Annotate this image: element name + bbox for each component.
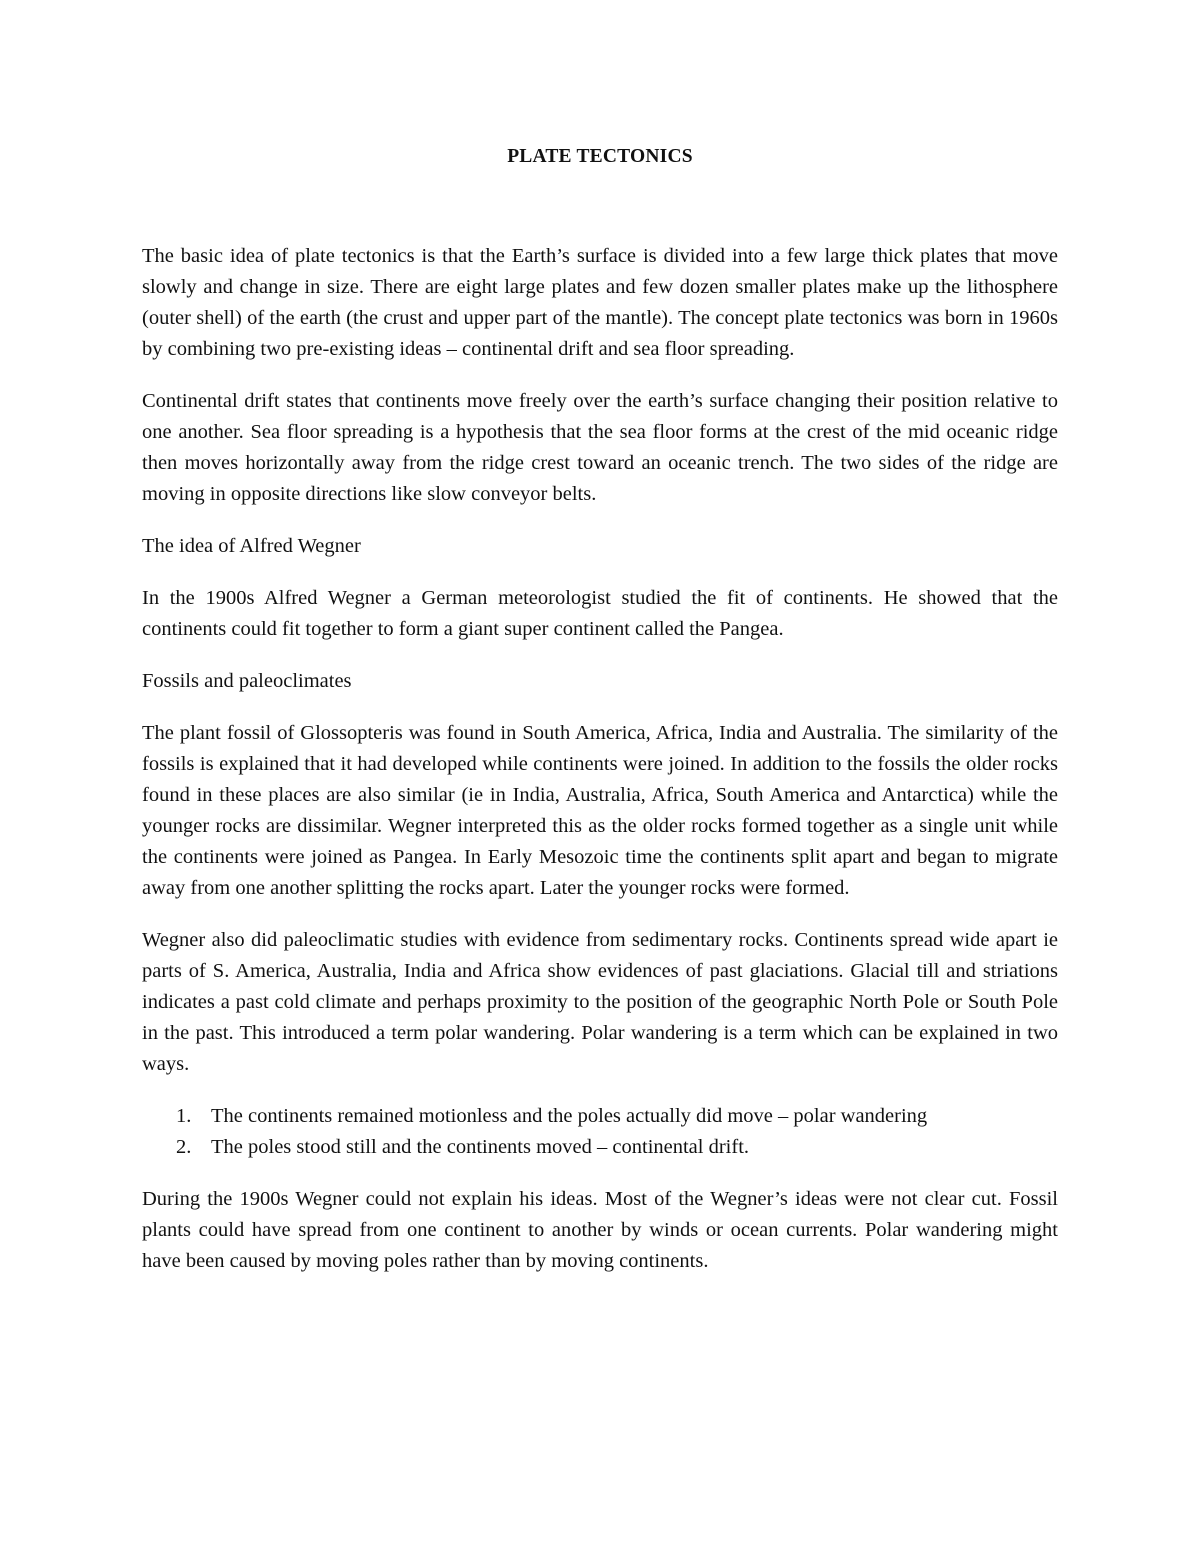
document-title: PLATE TECTONICS	[507, 146, 693, 167]
paragraph-paleoclimatic-studies: Wegner also did paleoclimatic studies with evidence from sedimentary rocks. Continents spread wide apart ie parts of S. America, Australia, India and Africa show evidences of past glaciations. Glacial till and striations indicates a past cold climate and perhaps proximity to the position of the geographic North Pole or South Pole in the past. This introduced a term polar wandering. Polar wandering is a term which can be explained in two ways.	[142, 929, 1058, 1075]
list-item	[142, 1132, 1058, 1163]
paragraph-intro: The basic idea of plate tectonics is that the Earth’s surface is divided into a few large thick plates that move slowly and change in size. There are eight large plates and few dozen smaller plates make up the lithosphere (outer shell) of the earth (the crust and upper part of the mantle). The concept plate tectonics was born in 1960s by combining two pre-existing ideas – continental drift and sea floor spreading.	[142, 245, 1058, 360]
polar-wandering-list	[142, 1101, 1058, 1163]
list-item-text: The poles stood still and the continents moved – continental drift.	[211, 1136, 750, 1158]
document-body	[142, 142, 1058, 1277]
list-item-number: 2.	[176, 1136, 192, 1158]
list-item	[142, 1101, 1058, 1132]
paragraph-glossopteris: The plant fossil of Glossopteris was found in South America, Africa, India and Australia. The similarity of the fossils is explained that it had developed while continents were joined. In addition to the fossils the older rocks found in these places are also similar (ie in India, Australia, Africa, South America and Antarctica) while the younger rocks are dissimilar. Wegner interpreted this as the older rocks formed together as a single unit while the continents were joined as Pangea. In Early Mesozoic time the continents split apart and began to migrate away from one another splitting the rocks apart. Later the younger rocks were formed.	[142, 722, 1058, 899]
paragraph-wegner-pangea: In the 1900s Alfred Wegner a German meteorologist studied the fit of continents. He showed that the continents could fit together to form a giant super continent called the Pangea.	[142, 587, 1058, 640]
list-item-number: 1.	[176, 1105, 192, 1127]
paragraph-continental-drift: Continental drift states that continents move freely over the earth’s surface changing their position relative to one another. Sea floor spreading is a hypothesis that the sea floor forms at the crest of the mid oceanic ridge then moves horizontally away from the ridge crest toward an oceanic trench. The two sides of the ridge are moving in opposite directions like slow conveyor belts.	[142, 390, 1058, 505]
heading-fossils-paleoclimates: Fossils and paleoclimates	[142, 670, 352, 692]
list-item-text: The continents remained motionless and the poles actually did move – polar wandering	[211, 1105, 928, 1127]
heading-alfred-wegner: The idea of Alfred Wegner	[142, 535, 361, 557]
paragraph-conclusion: During the 1900s Wegner could not explain his ideas. Most of the Wegner’s ideas were not clear cut. Fossil plants could have spread from one continent to another by winds or ocean currents. Polar wandering might have been caused by moving poles rather than by moving continents.	[142, 1188, 1058, 1272]
